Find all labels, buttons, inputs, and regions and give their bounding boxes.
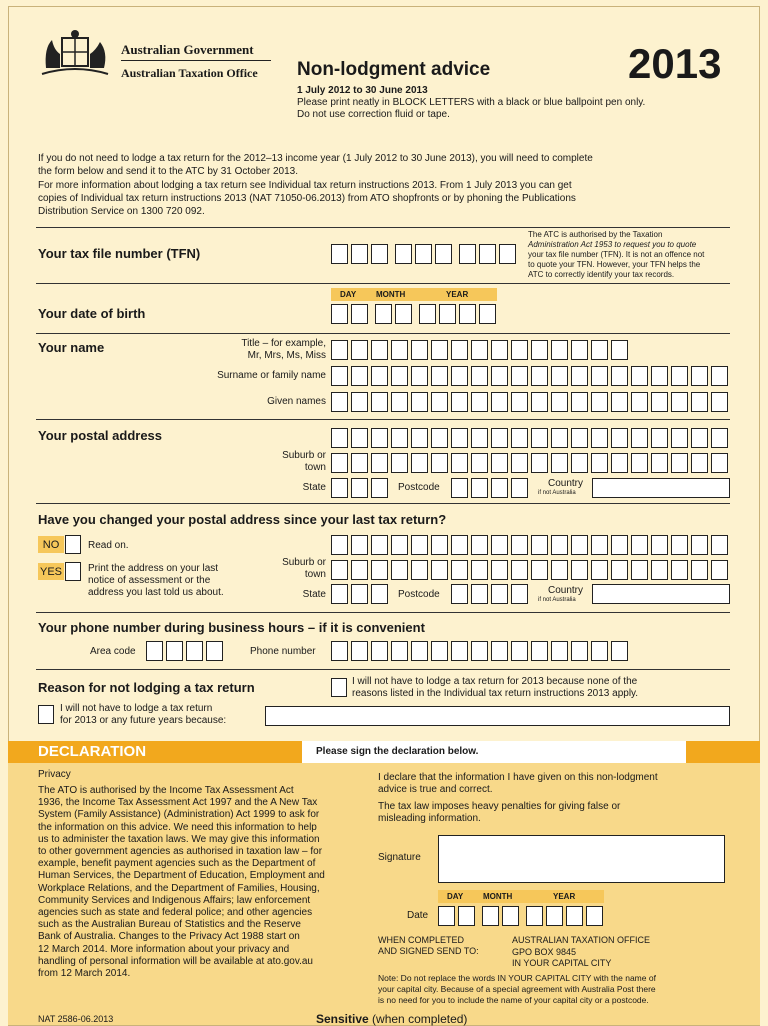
privacy-line: the information on this advice. We need this information to help	[38, 821, 317, 833]
char-box[interactable]	[571, 366, 588, 386]
dob-year[interactable]	[419, 304, 496, 324]
char-box[interactable]	[511, 392, 528, 412]
char-box[interactable]	[631, 392, 648, 412]
reason-2-text	[60, 703, 226, 727]
country-note: if not Australia	[538, 490, 576, 496]
char-box[interactable]	[551, 392, 568, 412]
capital-note-2: your capital city. Because of a special agreement with Australia Post there	[378, 984, 656, 994]
tfn-note-4: to quote your TFN. However, your TFN helps the	[528, 260, 701, 269]
char-box[interactable]	[671, 392, 688, 412]
prev-postcode[interactable]	[451, 584, 528, 604]
nat-code: NAT 2586-06.2013	[38, 1014, 114, 1024]
char-box[interactable]	[391, 392, 408, 412]
privacy-line: Bank of Australia. Changes to the Privacy Act 1988 start on	[38, 931, 300, 943]
sign-prompt: Please sign the declaration below.	[316, 746, 479, 757]
char-box[interactable]	[331, 340, 348, 360]
char-box[interactable]	[591, 340, 608, 360]
char-box[interactable]	[351, 453, 368, 473]
char-box[interactable]	[411, 641, 428, 661]
char-box[interactable]	[591, 560, 608, 580]
char-box[interactable]	[651, 366, 668, 386]
char-box[interactable]	[611, 392, 628, 412]
reason-2-text-a: I will not have to lodge a tax return	[60, 703, 213, 714]
privacy-line: System (Family Assistance) (Administration) Act 1999 to ask for	[38, 809, 320, 821]
given-names-field[interactable]	[331, 392, 728, 412]
char-box[interactable]	[491, 560, 508, 580]
instruction-line-2: Do not use correction fluid or tape.	[297, 109, 450, 120]
tfn-group-3[interactable]	[459, 244, 516, 264]
char-box[interactable]	[471, 535, 488, 555]
dob-year-label: YEAR	[446, 290, 469, 299]
yes-text-3: address you last told us about.	[88, 587, 224, 598]
capital-note	[378, 973, 656, 1006]
no-badge: NO	[38, 536, 64, 553]
surname-field[interactable]	[331, 366, 728, 386]
dob-day-label: DAY	[340, 290, 357, 299]
area-code-field[interactable]	[146, 641, 223, 661]
char-box[interactable]	[411, 428, 428, 448]
title-label-2: Mr, Mrs, Ms, Miss	[247, 350, 326, 361]
instruction-line-1: Please print neatly in BLOCK LETTERS with a black or blue ballpoint pen only.	[297, 97, 646, 108]
char-box[interactable]	[471, 366, 488, 386]
intro-line-4: copies of Individual tax return instructions 2013 (NAT 71050-06.2013) from ATO shopfronts or by phoning the Publications	[38, 193, 576, 204]
name-label: Your name	[38, 340, 105, 355]
char-box[interactable]	[411, 560, 428, 580]
title-label	[190, 338, 326, 362]
prev-country[interactable]	[592, 584, 730, 604]
char-box[interactable]	[511, 428, 528, 448]
char-box[interactable]	[571, 428, 588, 448]
char-box[interactable]	[431, 340, 448, 360]
char-box[interactable]	[691, 392, 708, 412]
phone-label: Your phone number during business hours – if it is convenient	[38, 620, 425, 635]
char-box[interactable]	[371, 641, 388, 661]
char-box[interactable]	[711, 560, 728, 580]
char-box[interactable]	[631, 560, 648, 580]
char-box[interactable]	[371, 366, 388, 386]
char-box[interactable]	[651, 535, 668, 555]
char-box[interactable]	[411, 535, 428, 555]
privacy-line: 1936, the Income Tax Assessment Act 1997 and the A New Tax	[38, 797, 318, 809]
char-box[interactable]	[391, 641, 408, 661]
char-box[interactable]	[391, 366, 408, 386]
char-box[interactable]	[351, 428, 368, 448]
suburb-label-2: town	[304, 462, 326, 473]
char-box[interactable]	[471, 428, 488, 448]
char-box[interactable]	[591, 366, 608, 386]
prev-country-note: if not Australia	[538, 597, 576, 603]
char-box[interactable]	[591, 392, 608, 412]
privacy-line: handling of personal information will be available at ato.gov.au	[38, 955, 313, 967]
privacy-line: Human Services, the Department of Education, Employment and	[38, 870, 325, 882]
char-box[interactable]	[431, 453, 448, 473]
tfn-note-3: your tax file number (TFN). It is not an offence not	[528, 250, 705, 259]
char-box[interactable]	[351, 392, 368, 412]
char-box[interactable]	[491, 428, 508, 448]
rule-name-top	[36, 333, 730, 334]
changed-label: Have you changed your postal address since your last tax return?	[38, 512, 447, 527]
char-box[interactable]	[691, 428, 708, 448]
declare-text	[378, 772, 658, 796]
penalty-text	[378, 801, 620, 825]
postcode-label: Postcode	[398, 482, 440, 493]
prev-suburb-label	[260, 557, 326, 581]
tfn-group-2[interactable]	[395, 244, 452, 264]
char-box[interactable]	[711, 535, 728, 555]
dob-header	[331, 288, 497, 301]
char-box[interactable]	[671, 560, 688, 580]
postal-postcode[interactable]	[451, 478, 528, 498]
char-box[interactable]	[611, 366, 628, 386]
date-month[interactable]	[482, 906, 519, 926]
title-field[interactable]	[331, 340, 628, 360]
char-box[interactable]	[371, 428, 388, 448]
char-box[interactable]	[591, 428, 608, 448]
capital-note-1: Note: Do not replace the words IN YOUR CAPITAL CITY with the name of	[378, 973, 656, 983]
privacy-line: agencies such as state and federal police; and other agencies	[38, 907, 313, 919]
char-box[interactable]	[551, 535, 568, 555]
char-box[interactable]	[331, 428, 348, 448]
char-box[interactable]	[351, 340, 368, 360]
char-box[interactable]	[451, 535, 468, 555]
area-code-label: Area code	[90, 646, 136, 657]
yes-badge: YES	[38, 563, 64, 580]
char-box[interactable]	[611, 641, 628, 661]
char-box[interactable]	[411, 453, 428, 473]
intro-line-2: the form below and send it to the ATC by 31 October 2013.	[38, 166, 298, 177]
char-box[interactable]	[451, 392, 468, 412]
char-box[interactable]	[471, 453, 488, 473]
char-box[interactable]	[451, 340, 468, 360]
reason-1-checkbox[interactable]	[331, 678, 347, 697]
char-box[interactable]	[511, 453, 528, 473]
char-box[interactable]	[331, 560, 348, 580]
char-box[interactable]	[531, 366, 548, 386]
char-box[interactable]	[491, 366, 508, 386]
char-box[interactable]	[391, 428, 408, 448]
char-box[interactable]	[511, 366, 528, 386]
postal-label: Your postal address	[38, 428, 163, 443]
declare-text-2: advice is true and correct.	[378, 784, 493, 795]
country-label: Country	[548, 478, 584, 489]
penalty-text-1: The tax law imposes heavy penalties for giving false or	[378, 801, 621, 812]
rule-changed-top	[36, 503, 730, 504]
char-box[interactable]	[531, 428, 548, 448]
char-box[interactable]	[551, 453, 568, 473]
char-box[interactable]	[451, 453, 468, 473]
prev-state-label: State	[302, 589, 326, 600]
prev-country-label: Country	[548, 585, 584, 596]
char-box[interactable]	[351, 641, 368, 661]
date-month-label: MONTH	[483, 892, 513, 901]
title-label-1: Title – for example,	[241, 338, 326, 349]
date-year[interactable]	[526, 906, 603, 926]
char-box[interactable]	[471, 340, 488, 360]
char-box[interactable]	[411, 392, 428, 412]
no-text: Read on.	[88, 540, 129, 551]
dob-month-label: MONTH	[376, 290, 406, 299]
char-box[interactable]	[371, 535, 388, 555]
char-box[interactable]	[371, 453, 388, 473]
char-box[interactable]	[651, 453, 668, 473]
char-box[interactable]	[411, 340, 428, 360]
char-box[interactable]	[631, 428, 648, 448]
form-year: 2013	[628, 40, 722, 87]
privacy-line: example, benefit payment agencies such as the Department of	[38, 858, 316, 870]
yes-checkbox[interactable]	[65, 562, 81, 581]
prev-line-1[interactable]	[331, 535, 728, 555]
char-box[interactable]	[571, 392, 588, 412]
char-box[interactable]	[591, 453, 608, 473]
char-box[interactable]	[531, 340, 548, 360]
char-box[interactable]	[511, 535, 528, 555]
char-box[interactable]	[571, 340, 588, 360]
char-box[interactable]	[631, 453, 648, 473]
char-box[interactable]	[351, 366, 368, 386]
char-box[interactable]	[651, 560, 668, 580]
send-label-1: WHEN COMPLETED	[378, 935, 465, 945]
send-address-3: IN YOUR CAPITAL CITY	[512, 958, 612, 968]
rule-phone-top	[36, 612, 730, 613]
char-box[interactable]	[671, 366, 688, 386]
reason-1-text-a: I will not have to lodge a tax return for 2013 because none of the	[352, 676, 638, 687]
tfn-note-1: The ATC is authorised by the Taxation	[528, 230, 663, 239]
char-box[interactable]	[351, 535, 368, 555]
char-box[interactable]	[651, 428, 668, 448]
date-label: Date	[407, 910, 429, 921]
privacy-line: Community Services and Indigenous Affairs; law enforcement	[38, 894, 311, 906]
send-label	[378, 935, 479, 957]
privacy-heading: Privacy	[38, 769, 71, 780]
char-box[interactable]	[431, 366, 448, 386]
char-box[interactable]	[431, 392, 448, 412]
surname-label: Surname or family name	[217, 370, 326, 381]
char-box[interactable]	[371, 340, 388, 360]
send-label-2: AND SIGNED SEND TO:	[378, 946, 479, 956]
char-box[interactable]	[491, 392, 508, 412]
yes-text	[88, 563, 224, 599]
char-box[interactable]	[451, 428, 468, 448]
rule-tfn-top	[36, 227, 730, 228]
char-box[interactable]	[511, 340, 528, 360]
char-box[interactable]	[551, 340, 568, 360]
dob-label: Your date of birth	[38, 306, 146, 321]
char-box[interactable]	[611, 560, 628, 580]
suburb-label	[260, 450, 326, 474]
char-box[interactable]	[651, 392, 668, 412]
char-box[interactable]	[591, 535, 608, 555]
char-box[interactable]	[711, 428, 728, 448]
postal-state[interactable]	[331, 478, 388, 498]
prev-suburb[interactable]	[331, 560, 728, 580]
signature-label: Signature	[378, 852, 421, 863]
privacy-line: The ATO is authorised by the Income Tax Assessment Act	[38, 785, 294, 796]
signature-field[interactable]	[438, 835, 725, 883]
char-box[interactable]	[411, 366, 428, 386]
tfn-note-5: ATC to correctly identify your tax records.	[528, 270, 675, 279]
char-box[interactable]	[551, 641, 568, 661]
char-box[interactable]	[471, 392, 488, 412]
tfn-note-2: Administration Act 1953 to request you to quote	[528, 240, 697, 249]
char-box[interactable]	[351, 560, 368, 580]
char-box[interactable]	[491, 453, 508, 473]
yes-text-2: notice of assessment or the	[88, 575, 211, 586]
char-box[interactable]	[451, 641, 468, 661]
rule-reason-top	[36, 669, 730, 670]
char-box[interactable]	[691, 366, 708, 386]
char-box[interactable]	[691, 535, 708, 555]
privacy-line: such as the Australian Bureau of Statistics and the Reserve	[38, 919, 301, 931]
sensitive-word: Sensitive	[316, 1012, 369, 1026]
char-box[interactable]	[611, 340, 628, 360]
char-box[interactable]	[331, 366, 348, 386]
char-box[interactable]	[391, 560, 408, 580]
dob-month[interactable]	[375, 304, 412, 324]
rule-postal-top	[36, 419, 730, 420]
char-box[interactable]	[451, 560, 468, 580]
date-header	[438, 890, 604, 903]
state-label: State	[302, 482, 326, 493]
char-box[interactable]	[611, 535, 628, 555]
privacy-line: 12 March 2014. More information about your privacy and	[38, 943, 290, 955]
char-box[interactable]	[571, 560, 588, 580]
tfn-group-1[interactable]	[331, 244, 388, 264]
phone-number-field[interactable]	[331, 641, 628, 661]
char-box[interactable]	[371, 392, 388, 412]
char-box[interactable]	[511, 560, 528, 580]
char-box[interactable]	[491, 535, 508, 555]
char-box[interactable]	[531, 641, 548, 661]
intro-line-5: Distribution Service on 1300 720 092.	[38, 206, 205, 217]
char-box[interactable]	[551, 428, 568, 448]
privacy-line: Workplace Relations, and the Department of Families, Housing,	[38, 882, 320, 894]
postal-line-1[interactable]	[331, 428, 728, 448]
form-period: 1 July 2012 to 30 June 2013	[297, 85, 428, 96]
reason-2-field[interactable]	[265, 706, 730, 726]
char-box[interactable]	[671, 453, 688, 473]
send-address-2: GPO BOX 9845	[512, 946, 577, 957]
char-box[interactable]	[611, 453, 628, 473]
reason-label: Reason for not lodging a tax return	[38, 680, 255, 695]
reason-2-checkbox[interactable]	[38, 705, 54, 724]
char-box[interactable]	[711, 453, 728, 473]
tfn-label: Your tax file number (TFN)	[38, 246, 201, 261]
capital-note-3: is no need for you to include the name of your capital city or a postcode.	[378, 995, 649, 1005]
char-box[interactable]	[531, 453, 548, 473]
char-box[interactable]	[551, 560, 568, 580]
char-box[interactable]	[431, 535, 448, 555]
char-box[interactable]	[691, 453, 708, 473]
char-box[interactable]	[551, 366, 568, 386]
char-box[interactable]	[631, 535, 648, 555]
coat-of-arms-icon	[38, 28, 112, 80]
char-box[interactable]	[671, 535, 688, 555]
date-day-label: DAY	[447, 892, 464, 901]
char-box[interactable]	[391, 453, 408, 473]
char-box[interactable]	[331, 392, 348, 412]
char-box[interactable]	[331, 535, 348, 555]
prev-postcode-label: Postcode	[398, 589, 440, 600]
reason-1-text	[352, 676, 638, 700]
char-box[interactable]	[531, 560, 548, 580]
char-box[interactable]	[711, 366, 728, 386]
send-address-1: AUSTRALIAN TAXATION OFFICE	[512, 935, 651, 945]
send-address	[512, 935, 650, 970]
phone-number-label: Phone number	[250, 646, 316, 657]
yes-text-1: Print the address on your last	[88, 563, 219, 574]
privacy-line: to other government agencies as authorised in taxation law – for	[38, 846, 323, 858]
char-box[interactable]	[471, 641, 488, 661]
prev-suburb-label-1: Suburb or	[282, 557, 326, 568]
prev-suburb-label-2: town	[304, 569, 326, 580]
postal-suburb[interactable]	[331, 453, 728, 473]
date-day[interactable]	[438, 906, 475, 926]
prev-state[interactable]	[331, 584, 388, 604]
date-year-label: YEAR	[553, 892, 576, 901]
postal-country[interactable]	[592, 478, 730, 498]
reason-2-text-b: for 2013 or any future years because:	[60, 715, 227, 726]
char-box[interactable]	[451, 366, 468, 386]
given-names-label: Given names	[267, 396, 326, 407]
gov-divider	[121, 60, 271, 61]
dob-day[interactable]	[331, 304, 368, 324]
ato-name: Australian Taxation Office	[121, 66, 258, 80]
rule-dob-top	[36, 283, 730, 284]
char-box[interactable]	[431, 428, 448, 448]
no-checkbox[interactable]	[65, 535, 81, 554]
intro-line-1: If you do not need to lodge a tax return for the 2012–13 income year (1 July 2012 to 30 June 2013), you will need to complete	[38, 153, 593, 164]
char-box[interactable]	[331, 641, 348, 661]
char-box[interactable]	[391, 340, 408, 360]
sensitive-when: (when completed)	[372, 1012, 468, 1026]
char-box[interactable]	[571, 453, 588, 473]
form-title: Non-lodgment advice	[297, 59, 491, 80]
char-box[interactable]	[431, 560, 448, 580]
char-box[interactable]	[571, 535, 588, 555]
declaration-heading: DECLARATION	[38, 743, 147, 760]
privacy-line: us to administer the taxation laws. We may give this information	[38, 833, 320, 845]
char-box[interactable]	[571, 641, 588, 661]
char-box[interactable]	[391, 535, 408, 555]
char-box[interactable]	[491, 641, 508, 661]
intro-line-3: For more information about lodging a tax return see Individual tax return instructions 2013. From 1 July 2013 you can get	[38, 180, 572, 191]
char-box[interactable]	[471, 560, 488, 580]
char-box[interactable]	[671, 428, 688, 448]
char-box[interactable]	[631, 366, 648, 386]
char-box[interactable]	[531, 535, 548, 555]
privacy-line: from 12 March 2014.	[38, 968, 131, 980]
char-box[interactable]	[711, 392, 728, 412]
gov-name: Australian Government	[121, 42, 254, 57]
reason-1-text-b: reasons listed in the Individual tax return instructions 2013 apply.	[352, 688, 639, 699]
declare-text-1: I declare that the information I have given on this non-lodgment	[378, 772, 658, 783]
char-box[interactable]	[511, 641, 528, 661]
char-box[interactable]	[491, 340, 508, 360]
char-box[interactable]	[591, 641, 608, 661]
suburb-label-1: Suburb or	[282, 450, 326, 461]
char-box[interactable]	[331, 453, 348, 473]
tfn-note	[528, 230, 733, 280]
char-box[interactable]	[611, 428, 628, 448]
char-box[interactable]	[691, 560, 708, 580]
penalty-text-2: misleading information.	[378, 813, 481, 824]
char-box[interactable]	[431, 641, 448, 661]
char-box[interactable]	[371, 560, 388, 580]
char-box[interactable]	[531, 392, 548, 412]
privacy-text	[38, 785, 325, 980]
